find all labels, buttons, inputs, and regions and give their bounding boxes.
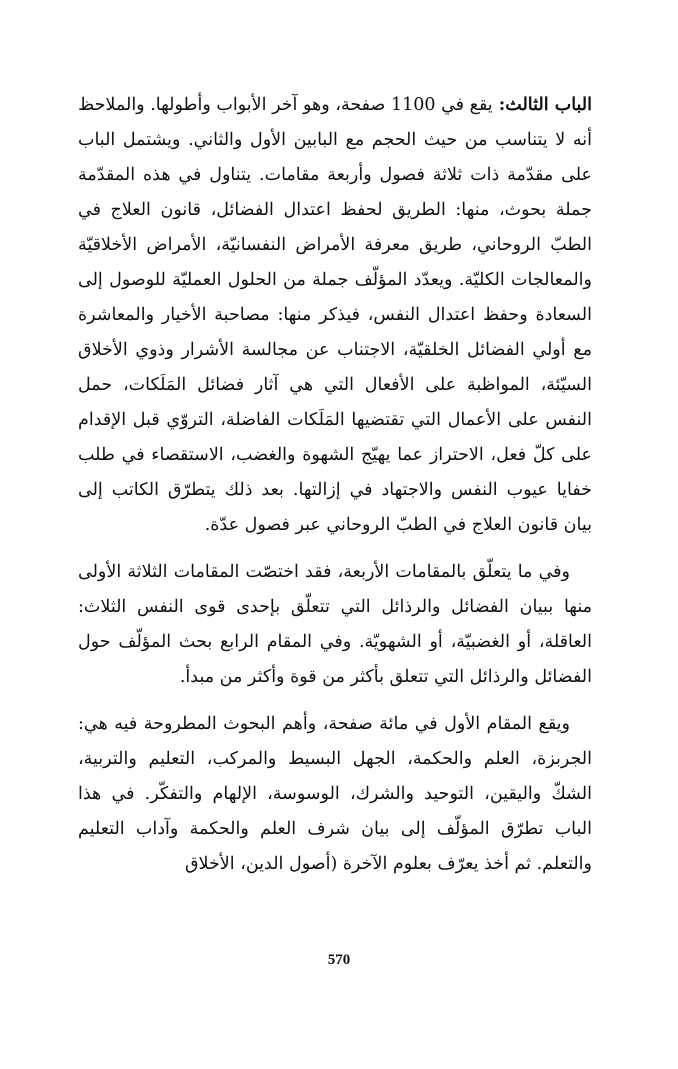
page-number: 570 <box>327 952 351 968</box>
paragraph-text: وفي ما يتعلّق بالمقامات الأربعة، فقد اختصّت المقامات الثلاثة الأولى منها ببيان الفضائل والرذائل التي تتعلّق بإحدى قوى النفس الثلاث: العاقلة، أو الغضبيّة، أو الشهويّة. وفي المقام الرابع بحث المؤلّف حول الفضائل والرذائل التي تتعلق بأكثر من قوة وأكثر من مبدأ. <box>78 562 592 687</box>
paragraph-3 <box>78 707 592 882</box>
paragraph-2 <box>78 555 592 695</box>
paragraph-1 <box>78 88 592 543</box>
page-body <box>78 88 592 894</box>
paragraph-text: يقع في 1100 صفحة، وهو آخر الأبواب وأطولها. والملاحظ أنه لا يتناسب من حيث الحجم مع البابين الأول والثاني. ويشتمل الباب على مقدّمة ذات ثلاثة فصول وأربعة مقامات. يتناول في هذه المقدّمة جملة بحوث، منها: الطريق لحفظ اعتدال الفضائل، قانون العلاج في الطبّ الروحاني، طريق معرفة الأمراض النفسانيّة، الأمراض الأخلاقيّة والمعالجات الكليّة. ويعدّد المؤلّف جملة من الحلول العمليّة للوصول إلى السعادة وحفظ اعتدال النفس، فيذكر منها: مصاحبة الأخيار والمعاشرة مع أولي الفضائل الخلقيّة، الاجتناب عن مجالسة الأشرار وذوي الأخلاق السيّئة، المواظبة على الأفعال التي هي آثار فضائل المَلَكات، حمل النفس على الأعمال التي تقتضيها المَلَكات الفاضلة، التروّي قبل الإقدام على كلّ فعل، الاحتراز عما يهيّج الشهوة والغضب، الاستقصاء في طلب خفايا عيوب النفس والاجتهاد في إزالتها. بعد ذلك يتطرّق الكاتب إلى بيان قانون العلاج في الطبّ الروحاني عبر فصول عدّة. <box>78 95 592 535</box>
paragraph-text: ويقع المقام الأول في مائة صفحة، وأهم البحوث المطروحة فيه هي: الجربزة، العلم والحكمة، الجهل البسيط والمركب، التعليم والتربية، الشكّ واليقين، التوحيد والشرك، الوسوسة، الإلهام والتفكّر. في هذا الباب تطرّق المؤلّف إلى بيان شرف العلم والحكمة وآداب التعليم والتعلم. ثم أخذ يعرّف بعلوم الآخرة (أصول الدين، الأخلاق <box>78 714 592 874</box>
section-heading: الباب الثالث: <box>492 95 592 115</box>
